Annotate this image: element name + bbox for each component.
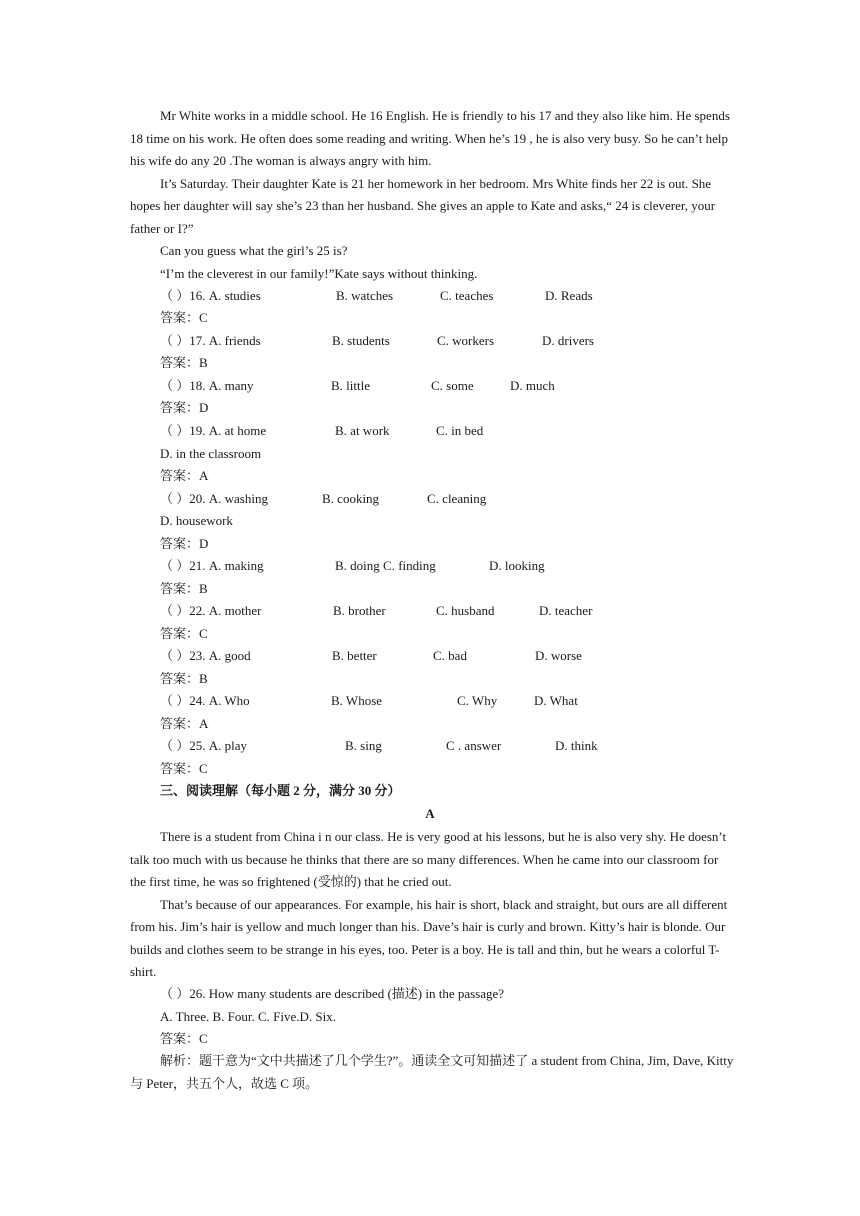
question-22-option-d: D. teacher <box>539 603 593 618</box>
cloze-paragraph-3: Can you guess what the girl’s 25 is? <box>160 243 348 258</box>
question-18-option-b: B. little <box>331 378 370 393</box>
cloze-passage <box>130 105 734 285</box>
answer-23: 答案：B <box>160 671 208 686</box>
cloze-paragraph-1: Mr White works in a middle school. He 16 English. He is friendly to his 17 and they also like him. He spends 18 time on his work. He often does some reading and writing. When he’s 19 , he is also very busy. So he can’t help his wife do any 20 .The woman is always angry with him. <box>130 108 730 168</box>
question-19-option-d: D. in the classroom <box>160 446 262 461</box>
question-22-option-c: C. husband <box>436 603 495 618</box>
answer-25: 答案：C <box>160 761 208 776</box>
question-25-option-b: B. sing <box>345 738 382 753</box>
question-25-option-d: D. think <box>555 738 598 753</box>
question-22-option-a: （ ）22. A. mother <box>160 603 262 618</box>
answer-17: 答案：B <box>160 355 208 370</box>
answer-18: 答案：D <box>160 400 209 415</box>
question-18-option-d: D. much <box>510 378 555 393</box>
answer-20: 答案：D <box>160 536 209 551</box>
question-23-option-d: D. worse <box>535 648 582 663</box>
cloze-paragraph-4: “I’m the cleverest in our family!”Kate says without thinking. <box>160 265 478 281</box>
question-17-option-d: D. drivers <box>542 333 594 348</box>
question-24-option-b: B. Whose <box>331 693 383 708</box>
question-25-option-c: C . answer <box>446 738 502 753</box>
question-23-option-a: （ ）23. A. good <box>160 648 251 663</box>
question-24-option-a: （ ）24. A. Who <box>160 693 250 708</box>
question-23-option-b: B. better <box>332 648 377 663</box>
question-26-options: A. Three. B. Four. C. Five.D. Six. <box>160 1009 336 1024</box>
answer-24: 答案：A <box>160 716 209 731</box>
question-16-option-a: （ ）16. A. studies <box>160 288 261 303</box>
question-21-option-a: （ ）21. A. making <box>160 558 264 573</box>
question-16-option-b: B. watches <box>336 288 394 303</box>
reading-passage <box>130 826 734 984</box>
question-21-option-d: D. looking <box>489 558 545 573</box>
analysis-26 <box>130 1050 734 1095</box>
answer-16: 答案：C <box>160 310 208 325</box>
question-21-option-b: B. doing C. finding <box>335 558 436 573</box>
question-20-option-a: （ ）20. A. washing <box>160 491 268 506</box>
answer-19: 答案：A <box>160 468 209 483</box>
question-19-option-b: B. at work <box>335 423 390 438</box>
question-22-option-b: B. brother <box>333 603 386 618</box>
answer-26: 答案：C <box>160 1031 208 1046</box>
question-25-option-a: （ ）25. A. play <box>160 738 248 753</box>
part-label: A <box>425 806 435 821</box>
answer-22: 答案：C <box>160 626 208 641</box>
question-23-option-c: C. bad <box>433 648 467 663</box>
question-16-option-d: D. Reads <box>545 288 593 303</box>
question-26-stem: （ ）26. How many students are described (描述) in the passage? <box>160 986 505 1001</box>
question-17-option-c: C. workers <box>437 333 495 348</box>
analysis-26-text: 解析：题干意为“文中共描述了几个学生?”。通读全文可知描述了 a student from China, Jim, Dave, Kitty 与 Peter，共五个人，故选 C 项。 <box>130 1053 734 1091</box>
question-17-option-b: B. students <box>332 333 390 348</box>
question-20-option-c: C. cleaning <box>427 491 487 506</box>
reading-paragraph-2: That’s because of our appearances. For example, his hair is short, black and straight, but ours are all different from his. Jim’s hair is yellow and much longer than his. Dave’s hair is curly and brown. Kitty’s hair is blonde. Our builds and clothes seem to be strange in his eyes, too. Peter is a boy. He is tall and thin, but he wears a colorful T-shirt. <box>130 896 728 979</box>
question-19-option-a: （ ）19. A. at home <box>160 423 267 438</box>
question-16-option-c: C. teaches <box>440 288 494 303</box>
question-20-option-b: B. cooking <box>322 491 380 506</box>
answer-21: 答案：B <box>160 581 208 596</box>
question-24-option-c: C. Why <box>457 693 498 708</box>
reading-paragraph-1: There is a student from China i n our class. He is very good at his lessons, but he is also very shy. He doesn’t talk too much with us because he thinks that there are so many differences. When he came into our classroom for the first time, he was so frightened (受惊的) that he cried out. <box>130 829 727 889</box>
question-24-option-d: D. What <box>534 693 578 708</box>
question-19-option-c: C. in bed <box>436 423 484 438</box>
question-18-option-c: C. some <box>431 378 474 393</box>
question-17-option-a: （ ）17. A. friends <box>160 333 261 348</box>
question-18-option-a: （ ）18. A. many <box>160 378 254 393</box>
section-heading: 三、阅读理解（每小题 2 分，满分 30 分） <box>160 783 401 798</box>
question-20-option-d: D. housework <box>160 513 233 528</box>
cloze-paragraph-2: It’s Saturday. Their daughter Kate is 21 her homework in her bedroom. Mrs White finds her 22 is out. She hopes her daughter will say she’s 23 than her husband. She gives an apple to Kate and asks,“ 24 is cleverer, your father or I?” <box>130 175 716 236</box>
